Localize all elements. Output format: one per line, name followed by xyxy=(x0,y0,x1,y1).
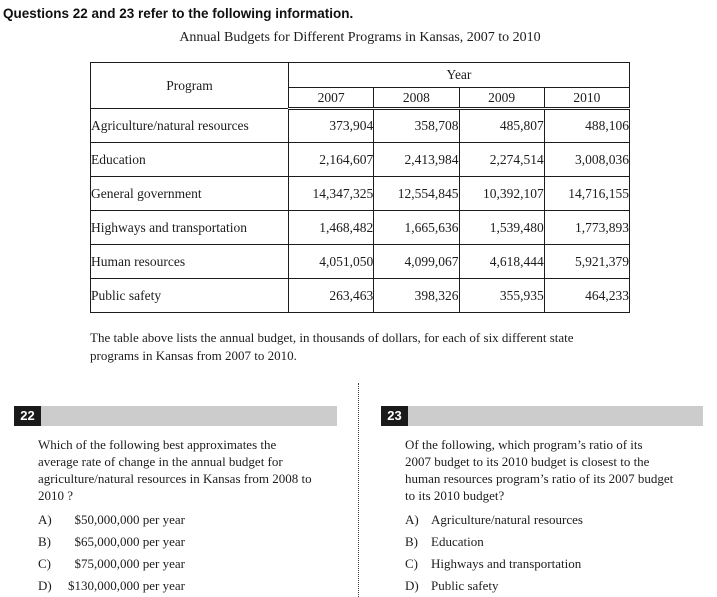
program-cell: General government xyxy=(91,177,289,211)
question-text-line: 2007 budget to its 2010 budget is closest to the xyxy=(405,454,650,469)
table-row xyxy=(91,279,630,313)
question-text-line: average rate of change in the annual budget for xyxy=(38,454,283,469)
table-row xyxy=(91,143,630,177)
option-letter: B) xyxy=(38,534,51,549)
option-text: Highways and transportation xyxy=(431,556,582,571)
option-text: Education xyxy=(431,534,484,549)
value-cell: 4,618,444 xyxy=(459,245,544,279)
value-cell: 1,539,480 xyxy=(459,211,544,245)
option-text: $65,000,000 per year xyxy=(74,534,185,549)
program-cell: Human resources xyxy=(91,245,289,279)
program-cell: Agriculture/natural resources xyxy=(91,109,289,143)
value-cell: 1,468,482 xyxy=(289,211,374,245)
table-caption-line: programs in Kansas from 2007 to 2010. xyxy=(90,347,297,363)
value-cell: 263,463 xyxy=(289,279,374,313)
option-row-b xyxy=(38,535,337,549)
option-row-d xyxy=(38,579,337,593)
question-23-header xyxy=(381,406,703,426)
question-block-23 xyxy=(381,406,703,597)
option-text: $75,000,000 per year xyxy=(74,556,185,571)
value-cell: 4,099,067 xyxy=(374,245,459,279)
program-cell: Highways and transportation xyxy=(91,211,289,245)
program-cell: Education xyxy=(91,143,289,177)
option-letter: D) xyxy=(405,578,419,593)
column-header-2009: 2009 xyxy=(459,88,544,109)
option-letter: D) xyxy=(38,578,52,593)
option-row-c xyxy=(38,557,337,571)
question-header-bar xyxy=(41,406,337,426)
option-row-d xyxy=(405,579,703,593)
value-cell: 14,347,325 xyxy=(289,177,374,211)
table-caption-line: The table above lists the annual budget, in thousands of dollars, for each of six different state xyxy=(90,330,574,345)
question-block-22 xyxy=(14,406,337,597)
option-row-a xyxy=(38,513,337,527)
option-text: $50,000,000 per year xyxy=(74,512,185,527)
value-cell: 2,274,514 xyxy=(459,143,544,177)
value-cell: 2,413,984 xyxy=(374,143,459,177)
question-text-line: Of the following, which program’s ratio of its xyxy=(405,437,643,452)
option-row-c xyxy=(405,557,703,571)
question-text-line: 2010 ? xyxy=(38,488,74,503)
option-letter: A) xyxy=(405,512,419,527)
value-cell: 14,716,155 xyxy=(544,177,629,211)
question-text-line: agriculture/natural resources in Kansas from 2008 to xyxy=(38,471,312,486)
value-cell: 373,904 xyxy=(289,109,374,143)
table-row xyxy=(91,177,630,211)
question-text-line: to its 2010 budget? xyxy=(405,488,505,503)
questions-reference-heading: Questions 22 and 23 refer to the following information. xyxy=(3,6,354,21)
value-cell: 2,164,607 xyxy=(289,143,374,177)
value-cell: 4,051,050 xyxy=(289,245,374,279)
value-cell: 10,392,107 xyxy=(459,177,544,211)
option-text: $130,000,000 per year xyxy=(68,578,185,593)
question-23-text xyxy=(405,436,703,504)
table-title: Annual Budgets for Different Programs in Kansas, 2007 to 2010 xyxy=(179,30,541,45)
option-letter: B) xyxy=(405,534,418,549)
column-divider xyxy=(358,383,359,597)
option-text: Agriculture/natural resources xyxy=(431,512,583,527)
question-text-line: Which of the following best approximates the xyxy=(38,437,277,452)
column-header-2007: 2007 xyxy=(289,88,374,109)
question-text-line: human resources program’s ratio of its 2007 budget xyxy=(405,471,674,486)
option-letter: A) xyxy=(38,512,52,527)
table-row xyxy=(91,211,630,245)
question-number-badge: 23 xyxy=(381,406,408,426)
question-23-options xyxy=(405,513,703,593)
value-cell: 398,326 xyxy=(374,279,459,313)
option-row-a xyxy=(405,513,703,527)
column-header-2010: 2010 xyxy=(544,88,629,109)
value-cell: 1,665,636 xyxy=(374,211,459,245)
value-cell: 355,935 xyxy=(459,279,544,313)
value-cell: 488,106 xyxy=(544,109,629,143)
question-22-header xyxy=(14,406,337,426)
value-cell: 464,233 xyxy=(544,279,629,313)
annual-budgets-table xyxy=(90,62,630,313)
option-text: Public safety xyxy=(431,578,499,593)
option-letter: C) xyxy=(405,556,418,571)
value-cell: 3,008,036 xyxy=(544,143,629,177)
question-22-text xyxy=(38,436,337,504)
value-cell: 485,807 xyxy=(459,109,544,143)
value-cell: 1,773,893 xyxy=(544,211,629,245)
value-cell: 5,921,379 xyxy=(544,245,629,279)
column-header-year-group: Year xyxy=(289,63,630,88)
value-cell: 358,708 xyxy=(374,109,459,143)
option-letter: C) xyxy=(38,556,51,571)
question-number-badge: 22 xyxy=(14,406,41,426)
question-22-options xyxy=(38,513,337,593)
column-header-2008: 2008 xyxy=(374,88,459,109)
option-row-b xyxy=(405,535,703,549)
question-header-bar xyxy=(408,406,703,426)
table-row xyxy=(91,245,630,279)
table-row xyxy=(91,109,630,143)
column-header-program: Program xyxy=(91,63,289,109)
value-cell: 12,554,845 xyxy=(374,177,459,211)
program-cell: Public safety xyxy=(91,279,289,313)
table-caption xyxy=(90,329,660,364)
